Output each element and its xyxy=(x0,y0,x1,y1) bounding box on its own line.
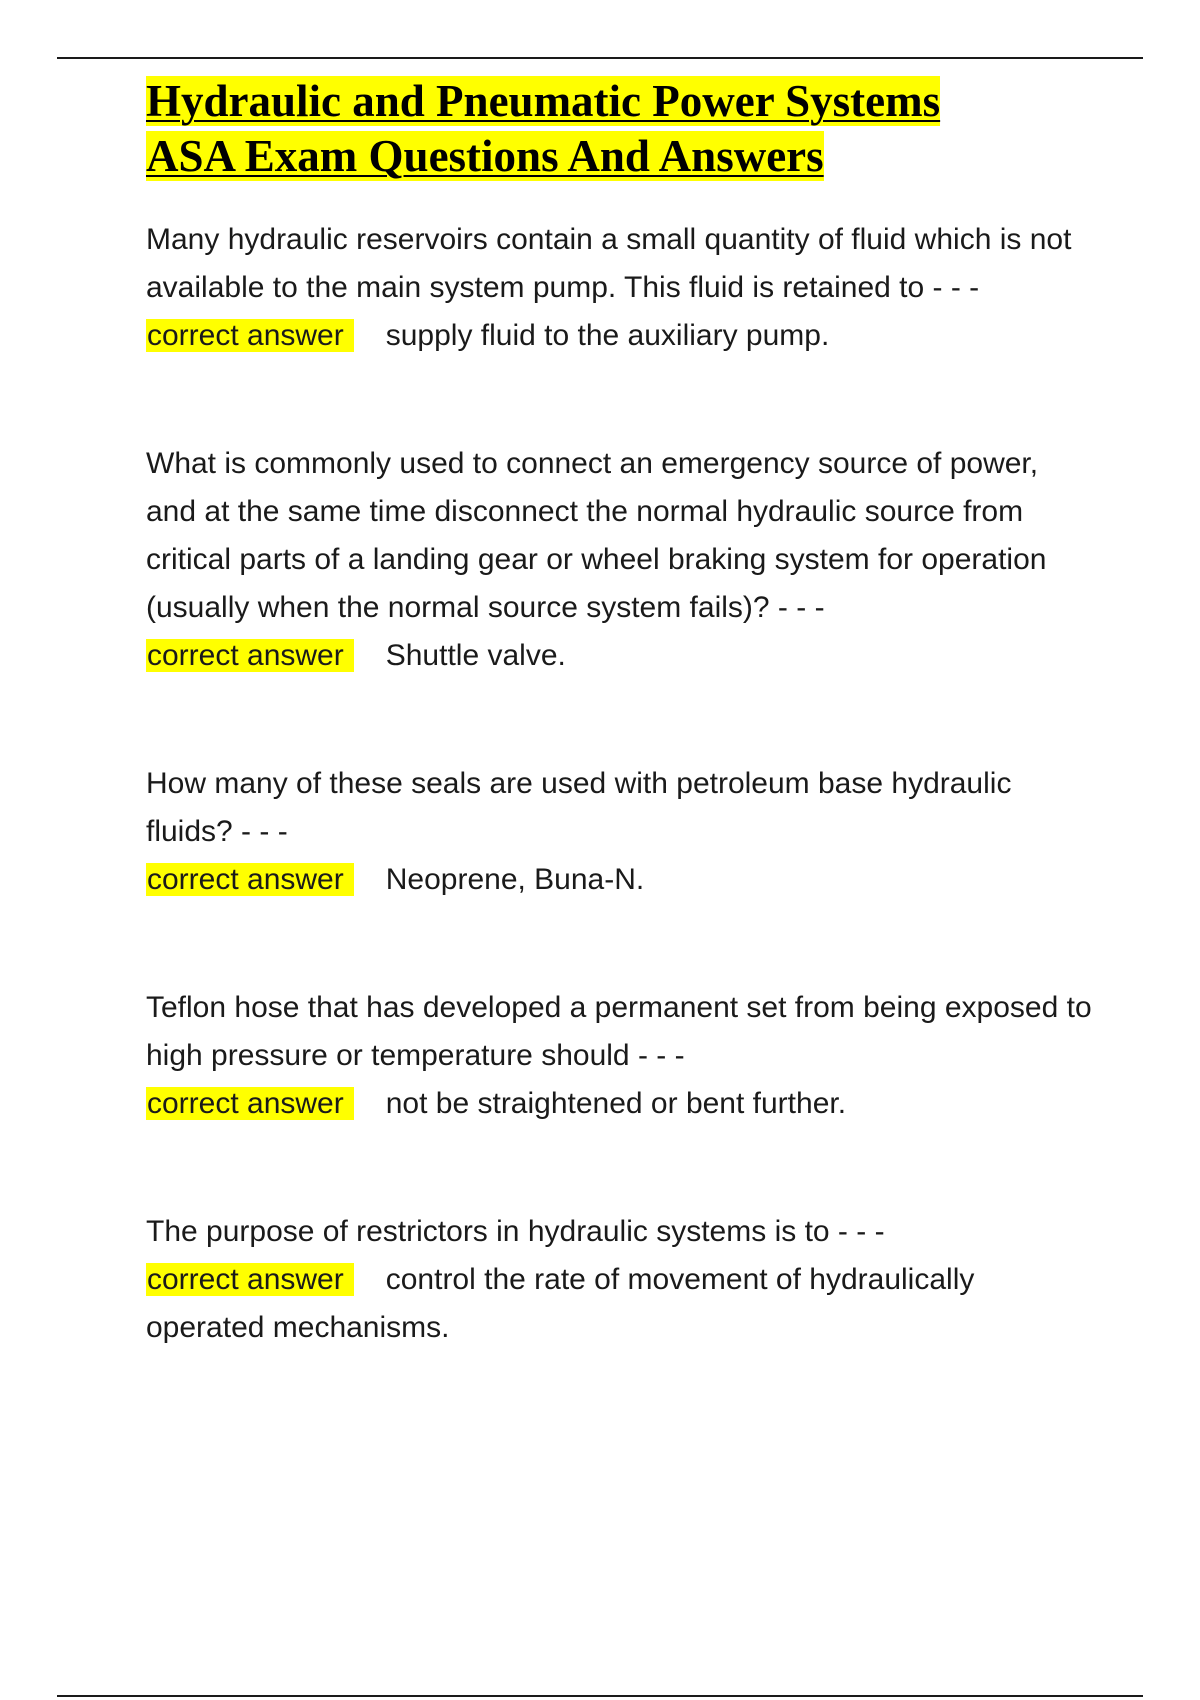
title-line-1: Hydraulic and Pneumatic Power Systems xyxy=(146,76,941,126)
qa-item-2 xyxy=(146,440,1096,680)
top-rule xyxy=(57,57,1143,59)
answer-label: correct answer xyxy=(146,639,354,672)
question-text: Teflon hose that has developed a permanent set from being exposed to high pressure or temperature should - - - xyxy=(146,991,1092,1072)
answer-line xyxy=(146,312,1096,360)
question-text: What is commonly used to connect an emergency source of power, and at the same time disconnect the normal hydraulic source from critical parts of a landing gear or wheel braking system for operation (usually when the normal source system fails)? - - - xyxy=(146,447,1047,624)
answer-line xyxy=(146,1080,1096,1128)
answer-line xyxy=(146,632,1096,680)
qa-item-4 xyxy=(146,984,1096,1128)
answer-text: supply fluid to the auxiliary pump. xyxy=(385,319,830,352)
answer-label: correct answer xyxy=(146,319,354,352)
answer-label: correct answer xyxy=(146,863,354,896)
title-line-2: ASA Exam Questions And Answers xyxy=(146,131,824,181)
document-title xyxy=(146,74,1096,184)
answer-text: Shuttle valve. xyxy=(385,639,566,672)
question-text: The purpose of restrictors in hydraulic systems is to - - - xyxy=(146,1215,885,1248)
question-text: How many of these seals are used with petroleum base hydraulic fluids? - - - xyxy=(146,767,1012,848)
answer-text: not be straightened or bent further. xyxy=(385,1087,847,1120)
answer-label: correct answer xyxy=(146,1263,354,1296)
answer-text: control the rate of movement of hydraulically operated mechanisms. xyxy=(146,1263,975,1344)
answer-label: correct answer xyxy=(146,1087,354,1120)
qa-item-5 xyxy=(146,1208,1096,1352)
answer-text: Neoprene, Buna-N. xyxy=(385,863,645,896)
qa-item-3 xyxy=(146,760,1096,904)
answer-line xyxy=(146,856,1096,904)
document-body xyxy=(146,74,1096,1352)
bottom-rule xyxy=(57,1695,1143,1697)
qa-item-1 xyxy=(146,216,1096,360)
answer-line xyxy=(146,1256,1096,1352)
question-text: Many hydraulic reservoirs contain a small quantity of fluid which is not available to the main system pump. This fluid is retained to - - - xyxy=(146,223,1072,304)
